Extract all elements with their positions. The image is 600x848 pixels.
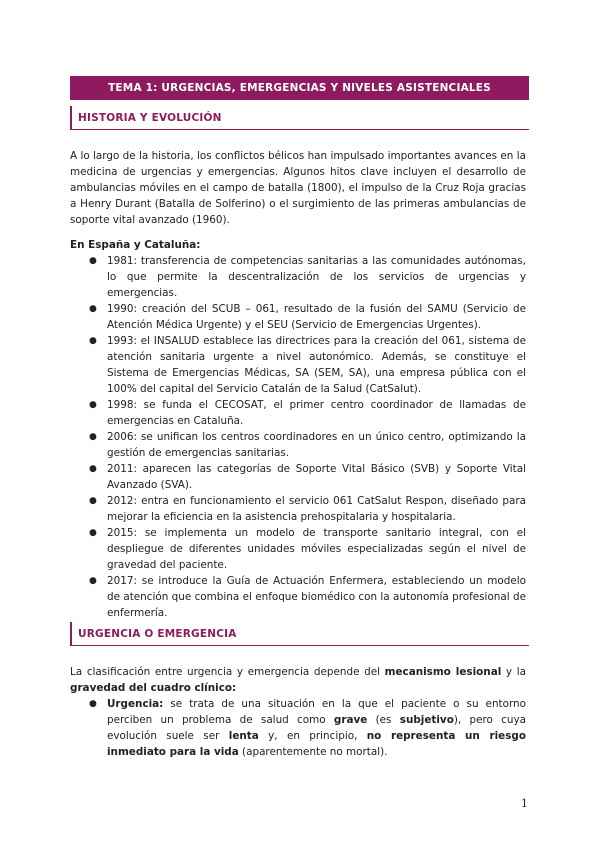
section-heading-urgency: URGENCIA O EMERGENCIA — [70, 622, 529, 646]
list-item: ● 2006: se unifican los centros coordinadores en un único centro, optimizando la gestión de emergencias sanitarias. — [89, 431, 526, 459]
document-title: TEMA 1: URGENCIAS, EMERGENCIAS Y NIVELES ASISTENCIALES — [70, 76, 529, 100]
list-item: ● 2015: se implementa un modelo de transporte sanitario integral, con el despliegue de diferentes unidades móviles especializadas según el nivel de gravedad del paciente. — [89, 527, 526, 571]
list-item: ● 2012: entra en funcionamiento el servicio 061 CatSalut Respon, diseñado para mejorar la eficiencia en la asistencia prehospitalaria y hospitalaria. — [89, 495, 526, 523]
section-heading-history: HISTORIA Y EVOLUCIÓN — [70, 106, 529, 130]
bullet-icon: ● — [89, 256, 97, 266]
history-timeline-list — [70, 253, 526, 621]
list-item: ● 2011: aparecen las categorías de Soporte Vital Básico (SVB) y Soporte Vital Avanzado (SVA). — [89, 463, 526, 491]
bullet-icon: ● — [89, 432, 97, 442]
bullet-icon: ● — [89, 400, 97, 410]
list-item: ● 1998: se funda el CECOSAT, el primer centro coordinador de llamadas de emergencias en Cataluña. — [89, 399, 526, 427]
list-item: ● 2017: se introduce la Guía de Actuación Enfermera, estableciendo un modelo de atención que combina el enfoque biomédico con la autonomía profesional de enfermería. — [89, 575, 526, 619]
page-number: 1 — [521, 797, 528, 810]
bullet-icon: ● — [89, 304, 97, 314]
list-item: ● Urgencia: se trata de una situación en la que el paciente o su entorno perciben un problema de salud como grave (es subjetivo), pero cuya evolución suele ser lenta y, en principio, no representa un riesgo inmediato para la vida (aparentemente no mortal). — [89, 698, 526, 758]
bullet-icon: ● — [89, 336, 97, 346]
bullet-icon: ● — [89, 576, 97, 586]
list-item: ● 1993: el INSALUD establece las directrices para la creación del 061, sistema de atención sanitaria urgente a nivel autonómico. Además, se constituye el Sistema de Emergencias Médicas, SA (SEM, SA), una empresa pública con el 100% del capital del Servicio Catalán de la Salud (CatSalut). — [89, 335, 526, 395]
urgency-definition-list — [70, 696, 526, 760]
bullet-icon: ● — [89, 496, 97, 506]
bullet-icon: ● — [89, 464, 97, 474]
history-intro-paragraph: A lo largo de la historia, los conflictos bélicos han impulsado importantes avances en la medicina de urgencias y emergencias. Algunos hitos clave incluyen el desarrollo de ambulancias móviles en el campo de batalla (1800), el impulso de la Cruz Roja gracias a Henry Durant (Batalla de Solferino) o el surgimiento de las primeras ambulancias de soporte vital avanzado (1960). — [70, 150, 526, 226]
list-item: ● 1990: creación del SCUB – 061, resultado de la fusión del SAMU (Servicio de Atención Médica Urgente) y el SEU (Servicio de Emergencias Urgentes). — [89, 303, 526, 331]
bullet-icon: ● — [89, 699, 97, 709]
bullet-icon: ● — [89, 528, 97, 538]
list-item: ● 1981: transferencia de competencias sanitarias a las comunidades autónomas, lo que permite la descentralización de los servicios de urgencias y emergencias. — [89, 255, 526, 299]
spain-catalonia-subheading: En España y Cataluña: — [70, 239, 201, 251]
urgency-intro-paragraph: La clasificación entre urgencia y emergencia depende del mecanismo lesional y la gravedad del cuadro clínico: — [70, 666, 526, 694]
